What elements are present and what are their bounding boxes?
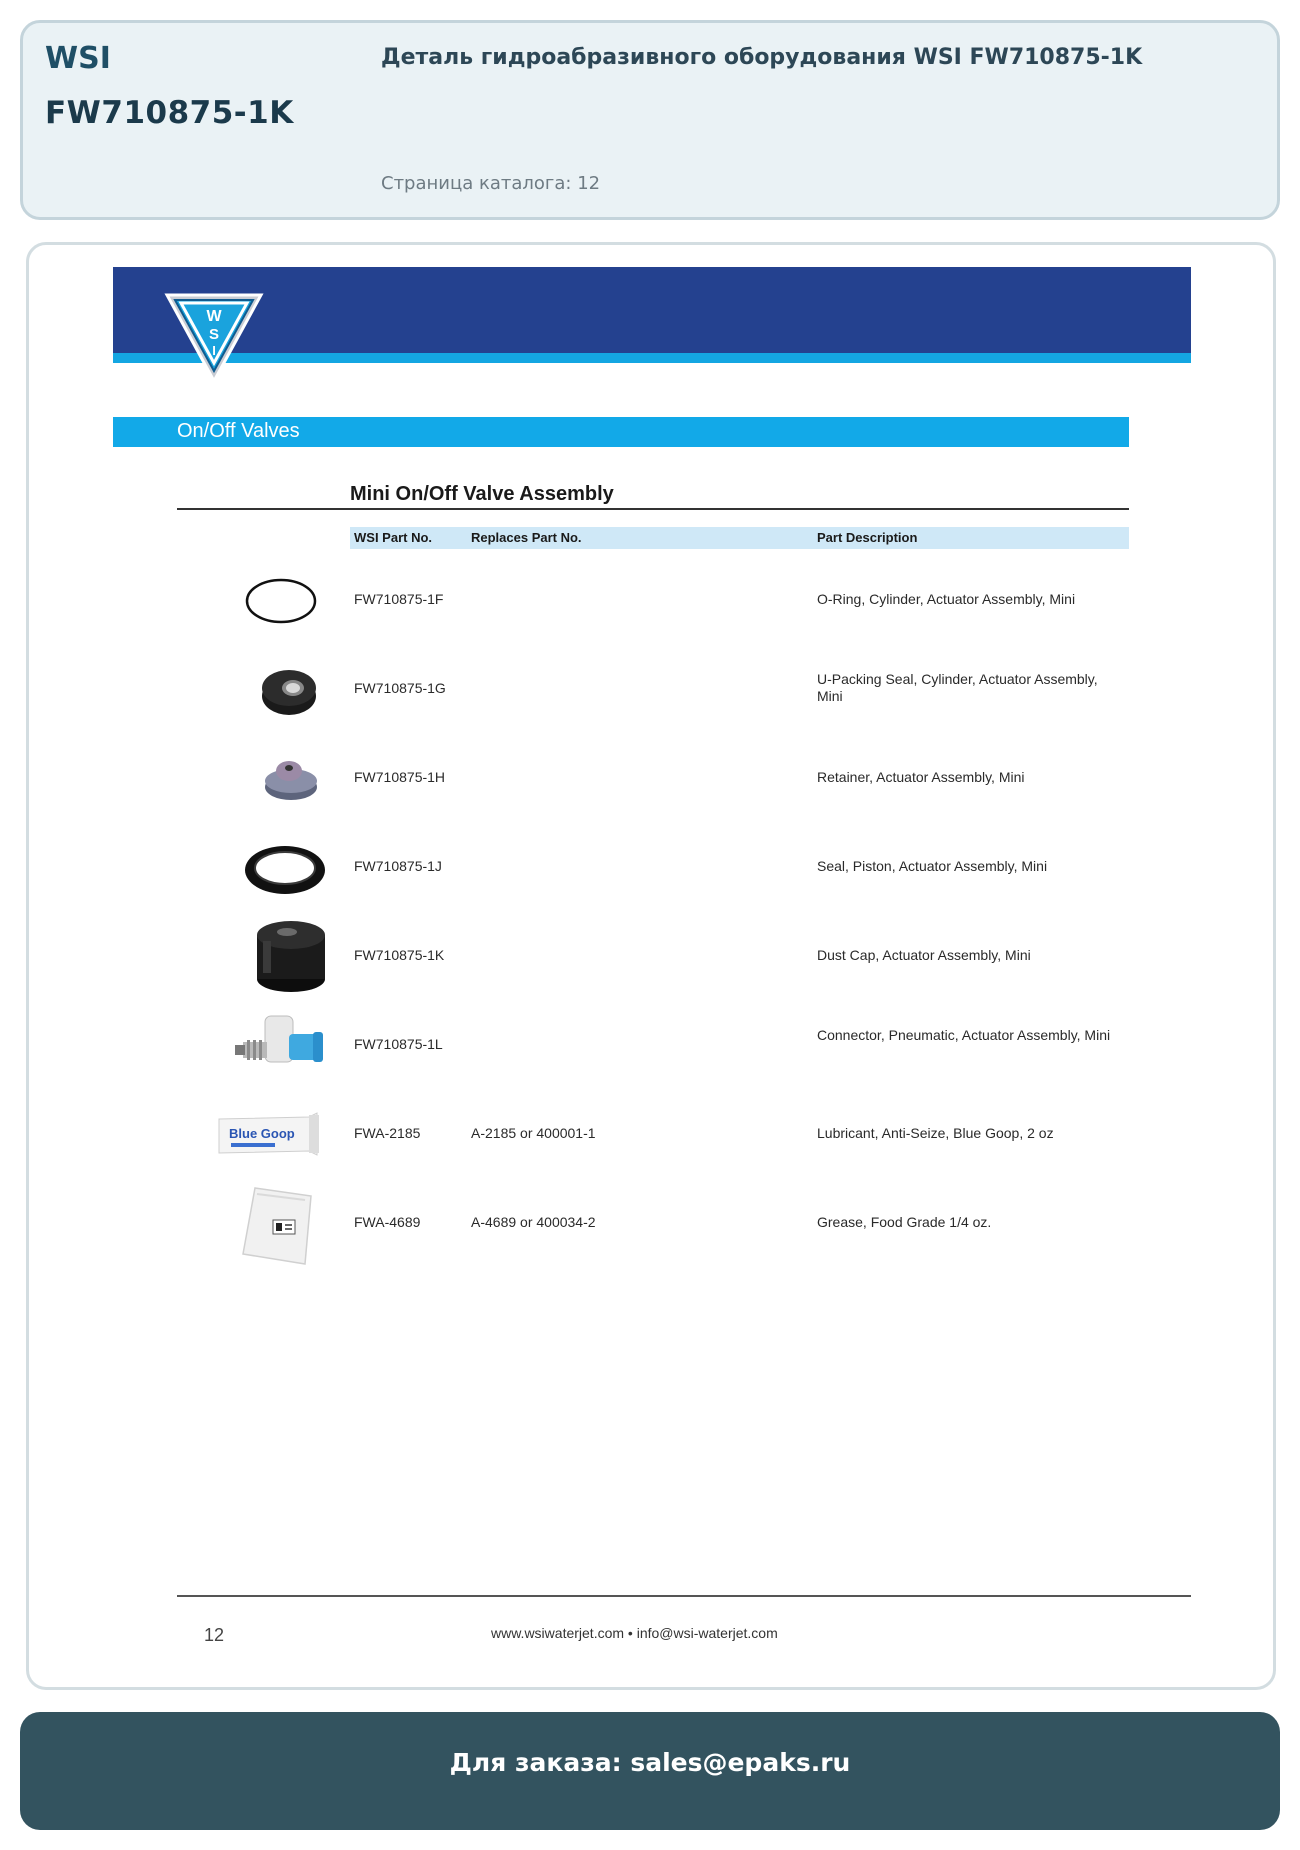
catalog-page-label: Страница каталога: 12 [381,173,601,194]
piston-seal-icon [213,824,333,913]
table-row [29,646,1279,735]
table-row [29,557,1279,646]
table-row [29,824,1279,913]
catalog-banner [113,267,1191,353]
pneumatic-connector-icon [213,1002,333,1091]
dust-cap-icon [213,913,333,1002]
replaces-part: A-2185 or 400001-1 [471,1125,596,1141]
tube-label: Blue Goop [229,1126,295,1141]
logo-letter-s: S [208,326,220,343]
o-ring-icon [213,557,333,646]
part-description: O-Ring, Cylinder, Actuator Assembly, Mini [817,591,1076,607]
part-number: FWA-2185 [354,1125,421,1141]
assembly-title: Mini On/Off Valve Assembly [350,483,614,505]
replaces-part: A-4689 or 400034-2 [471,1214,596,1230]
assembly-divider [177,508,1129,510]
column-header-replaces: Replaces Part No. [471,530,582,545]
column-header-description: Part Description [817,530,918,545]
logo-letter-i: I [212,343,216,358]
part-number: FW710875-1K [354,947,445,963]
table-row [29,1002,1279,1091]
part-description: U-Packing Seal, Cylinder, Actuator Assembly, Mini [817,671,1098,704]
product-header [20,20,1280,220]
banner-stripe [113,353,1191,363]
part-number: FW710875-1F [354,591,444,607]
page-number: 12 [204,1625,225,1645]
u-packing-seal-icon [213,646,333,735]
footer-divider [177,1595,1191,1597]
table-row [29,1091,1279,1180]
part-number: FW710875-1G [354,680,446,696]
table-row [29,735,1279,824]
catalog-page-view [26,242,1276,1690]
table-row [29,913,1279,1002]
part-number: FW710875-1L [354,1036,443,1052]
grease-packet-icon [213,1180,333,1269]
retainer-icon [213,735,333,824]
order-contact[interactable]: Для заказа: sales@epaks.ru [449,1748,851,1777]
part-description: Grease, Food Grade 1/4 oz. [817,1214,992,1230]
part-description: Retainer, Actuator Assembly, Mini [817,769,1025,785]
footer-contacts: www.wsiwaterjet.com • info@wsi-waterjet.com [491,1625,778,1641]
part-number: FW710875-1H [354,769,446,785]
part-description: Dust Cap, Actuator Assembly, Mini [817,947,1031,963]
section-title: On/Off Valves [177,420,300,442]
section-bar [113,417,1129,447]
product-sku: FW710875-1K [45,95,294,131]
logo-letter-w: W [206,308,222,325]
parts-table-header [350,527,1129,549]
product-title: Деталь гидроабразивного оборудования WSI FW710875-1K [381,45,1143,70]
table-row [29,1180,1279,1269]
part-description: Lubricant, Anti-Seize, Blue Goop, 2 oz [817,1125,1054,1141]
order-bar [20,1712,1280,1830]
lubricant-tube-icon [213,1091,333,1180]
brand-name: WSI [45,41,111,76]
part-description: Connector, Pneumatic, Actuator Assembly, Mini [817,1027,1111,1043]
column-header-part: WSI Part No. [354,530,433,545]
part-number: FW710875-1J [354,858,442,874]
part-number: FWA-4689 [354,1214,421,1230]
part-description: Seal, Piston, Actuator Assembly, Mini [817,858,1048,874]
wsi-logo [159,287,269,387]
